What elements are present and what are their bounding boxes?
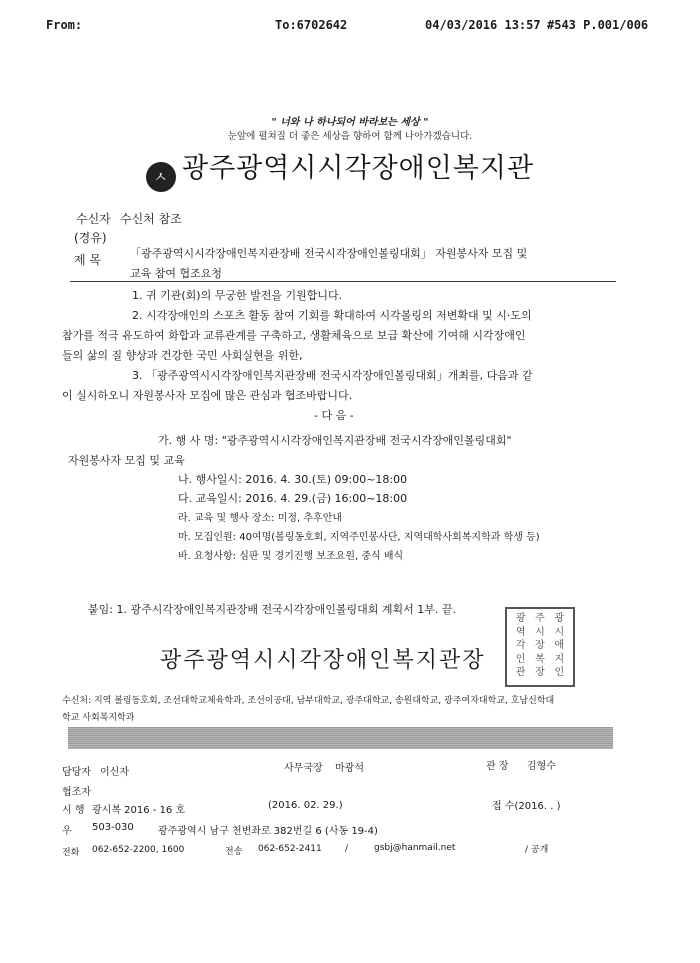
secretary-label: 사무국장 [284, 763, 323, 774]
seal-char: 인 [515, 653, 526, 665]
seal-char: 관 [515, 667, 526, 679]
cooperator-label: 협조자 [62, 787, 91, 798]
seal-char: 역 [515, 626, 526, 638]
secretary-name: 마광석 [335, 763, 364, 774]
fax-from: From: [46, 18, 83, 32]
postcode-label: 우 [62, 826, 72, 837]
enforce-number: 광시복 2016 - 16 호 [92, 805, 186, 816]
item-ga-line2: 자원봉사자 모집 및 교육 [68, 454, 185, 467]
gray-band [68, 727, 613, 749]
fax-page: #543 P.001/006 [547, 18, 649, 32]
phone-label: 전화 [62, 848, 80, 858]
seal-char: 광 [515, 613, 526, 624]
item-ra: 라. 교육 및 행사 장소: 미정, 추후안내 [178, 513, 343, 524]
body-p1: 1. 귀 기관(회)의 무궁한 발전을 기원합니다. [132, 289, 343, 302]
item-ba: 바. 요청사항: 심판 및 경기진행 보조요원, 중식 배식 [178, 551, 404, 562]
recipient-label: 수신자 [76, 212, 111, 226]
seal-char: 장 [535, 640, 545, 652]
seal-char: 지 [554, 653, 565, 665]
email: gsbj@hanmail.net [374, 843, 456, 853]
slogan-line1: " 너와 나 하나되어 바라보는 세상 " [271, 117, 429, 128]
seal-char: 각 [515, 640, 526, 652]
seal-char: 복 [535, 653, 545, 665]
divider [70, 281, 616, 282]
body-p3-line1: 3. 「광주광역시시각장애인복지관장배 전국시각장애인볼링대회」개최를, 다음과 같 [132, 369, 533, 382]
director-label: 관 장 [486, 761, 509, 772]
director-name: 김형수 [527, 761, 556, 772]
body-p2-line3: 들의 삶의 질 향상과 건강한 국민 사회실현을 위한, [62, 349, 303, 362]
item-na: 나. 행사일시: 2016. 4. 30.(토) 09:00~18:00 [178, 473, 408, 486]
body-p2-line2: 참가를 적극 유도하여 화합과 교류관계를 구축하고, 생활체육으로 보급 확산에 기여해 시각장애인 [62, 329, 526, 342]
separator: / [345, 844, 349, 854]
item-ga-line1: 가. 행 사 명: "광주광역시시각장애인복지관장배 전국시각장애인볼링대회" [158, 434, 512, 447]
via-label: (경유) [74, 231, 107, 245]
subject-label: 제 목 [74, 253, 101, 267]
public-status: / 공개 [525, 845, 549, 855]
seal-char: 인 [554, 667, 565, 679]
seal-char: 애 [554, 640, 565, 652]
drafter-label: 담당자 [62, 767, 91, 778]
recipient-value: 수신처 참조 [120, 212, 182, 226]
distribution-line2: 학교 사회복지학과 [62, 713, 135, 723]
fax-datetime: 04/03/2016 13:57 [425, 18, 541, 32]
distribution-line1: 수신처: 지역 볼링동호회, 조선대학교체육학과, 조선이공대, 남부대학교, 광주대학교, 송원대학교, 광주여자대학교, 호남신학대 [62, 696, 555, 706]
drafter-name: 이신자 [100, 767, 129, 778]
closing-name: 광주광역시시각장애인복지관장 [160, 648, 486, 673]
org-logo-icon: ㅅ [146, 162, 176, 192]
subject-line1: 「광주광역시시각장애인복지관장배 전국시각장애인볼링대회」 자원봉사자 모집 및 [130, 247, 528, 260]
org-header [146, 146, 534, 192]
item-da: 다. 교육일시: 2016. 4. 29.(금) 16:00~18:00 [178, 492, 408, 505]
subject-line2: 교육 참여 협조요청 [130, 267, 223, 280]
body-p2-line1: 2. 시각장애인의 스포츠 활동 참여 기회를 확대하여 시각볼링의 저변확대 및 시·도의 [132, 309, 532, 322]
body-heading: - 다 음 - [314, 409, 354, 422]
org-name: 광주광역시시각장애인복지관 [182, 153, 535, 184]
fax-number: 062-652-2411 [258, 844, 322, 854]
slogan-line2: 눈앞에 펼쳐질 더 좋은 세상을 향하여 함께 나아가겠습니다. [227, 131, 473, 142]
enforce-label: 시 행 [62, 805, 85, 816]
fax-to: To:6702642 [275, 18, 348, 32]
enforce-date: (2016. 02. 29.) [268, 800, 343, 811]
seal-char: 광 [554, 613, 565, 624]
official-seal [505, 607, 575, 687]
seal-char: 주 [535, 613, 545, 624]
address: 광주광역시 남구 천변좌로 382번길 6 (사동 19-4) [158, 826, 378, 837]
seal-char: 시 [535, 626, 545, 638]
attachment: 붙임: 1. 광주시각장애인복지관장배 전국시각장애인볼링대회 계획서 1부. 끝. [88, 603, 456, 616]
phone: 062-652-2200, 1600 [92, 845, 185, 855]
body-p3-line2: 이 실시하오니 자원봉사자 모집에 많은 관심과 협조바랍니다. [62, 389, 353, 402]
item-ma: 마. 모집인원: 40여명(볼링동호회, 지역주민봉사단, 지역대학사회복지학과 학생 등) [178, 532, 540, 543]
receive-field: 접 수(2016. . ) [492, 801, 561, 812]
postcode: 503-030 [92, 822, 134, 833]
seal-char: 장 [535, 667, 545, 679]
seal-char: 시 [554, 626, 565, 638]
fax-label: 전송 [225, 847, 243, 857]
